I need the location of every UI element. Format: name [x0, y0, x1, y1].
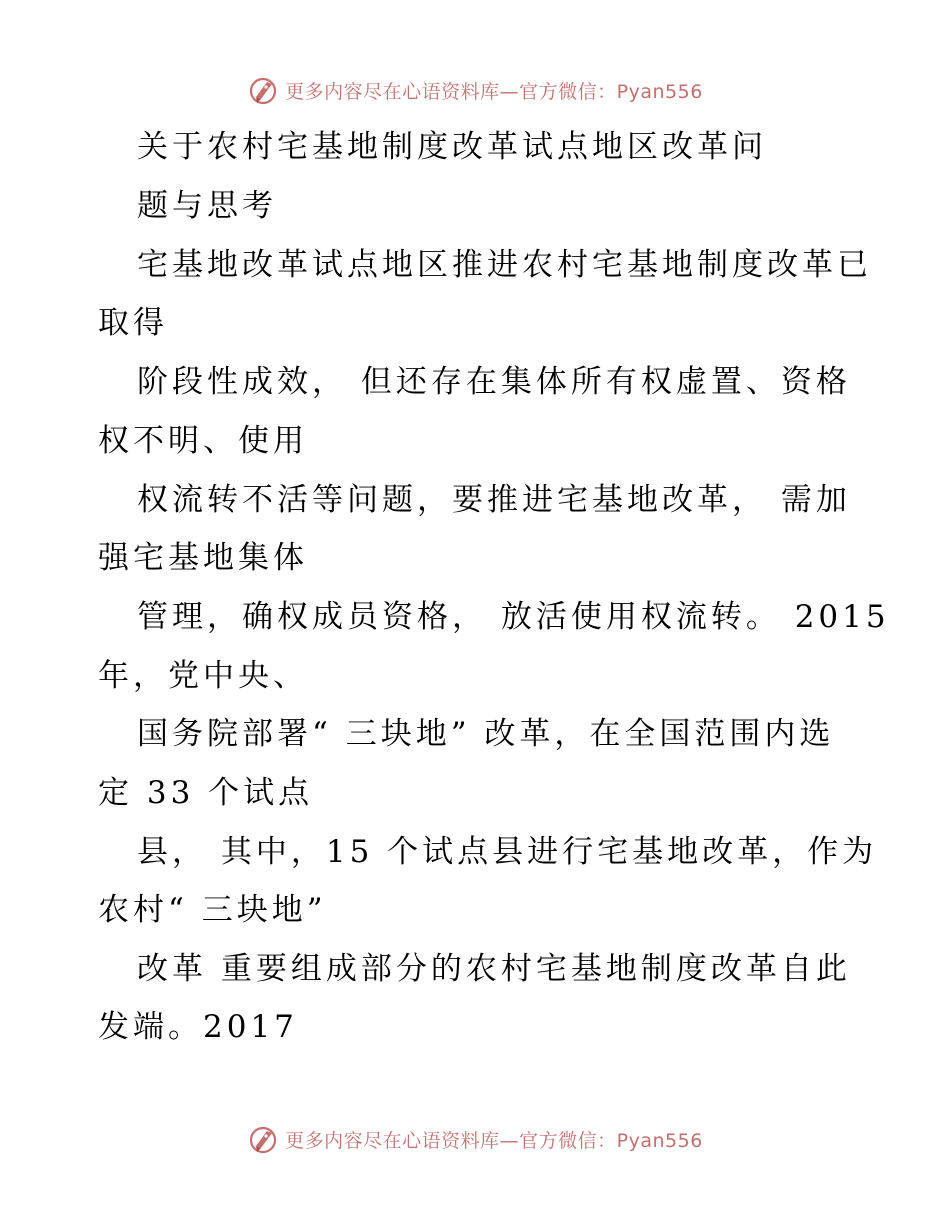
text-line: 发端。2017 — [98, 1009, 298, 1045]
watermark-text: 更多内容尽在心语资料库—官方微信：Pyan556 — [285, 1129, 703, 1152]
text-line: 阶段性成效， 但还存在集体所有权虚置、资格 — [137, 364, 851, 400]
text-line: 国务院部署“ 三块地” 改革，在全国范围内选 — [137, 716, 835, 752]
text-line: 宅基地改革试点地区推进农村宅基地制度改革已 — [137, 247, 872, 283]
header-watermark — [0, 70, 950, 110]
text-line: 改革 重要组成部分的农村宅基地制度改革自此 — [137, 951, 851, 987]
text-line: 农村“ 三块地” — [98, 892, 327, 928]
text-line: 关于农村宅基地制度改革试点地区改革问 — [137, 129, 767, 165]
text-line: 县， 其中，15 个试点县进行宅基地改革，作为 — [137, 834, 878, 870]
text-line: 定 33 个试点 — [98, 775, 314, 811]
pen-nib-circle-icon — [247, 1123, 279, 1155]
text-line: 强宅基地集体 — [98, 540, 308, 576]
text-line: 取得 — [98, 305, 168, 341]
footer-watermark — [0, 1119, 950, 1159]
text-line: 管理，确权成员资格， 放活使用权流转。 2015 — [137, 599, 890, 635]
text-line: 题与思考 — [137, 188, 277, 224]
pen-nib-circle-icon — [247, 74, 279, 106]
text-line: 年，党中央、 — [98, 658, 308, 694]
watermark-text: 更多内容尽在心语资料库—官方微信：Pyan556 — [285, 80, 703, 103]
text-line: 权流转不活等问题，要推进宅基地改革， 需加 — [137, 482, 851, 518]
text-line: 权不明、使用 — [98, 423, 308, 459]
